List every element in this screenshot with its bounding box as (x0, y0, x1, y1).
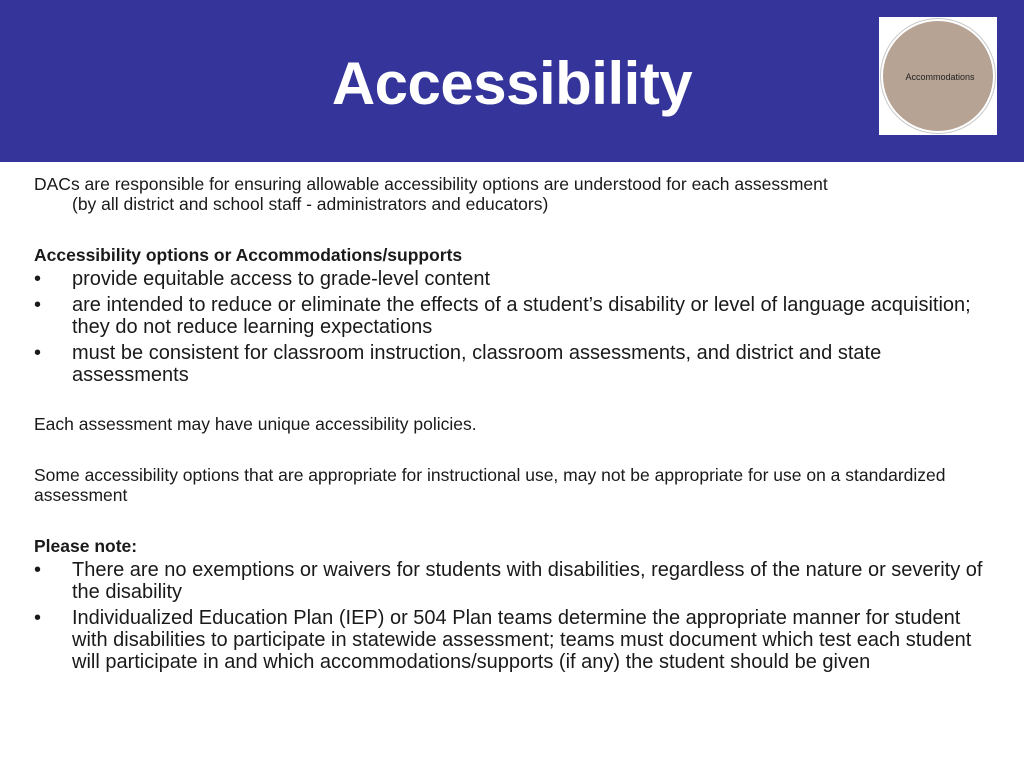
slide-content (34, 174, 994, 677)
intro-paragraph (34, 174, 994, 214)
instructional-use-paragraph: Some accessibility options that are appropriate for instructional use, may not be appropriate for use on a standardized assessment (34, 465, 946, 505)
please-note-list (34, 559, 994, 673)
page-title: Accessibility (331, 50, 693, 117)
list-item (34, 559, 994, 603)
please-note-heading: Please note: (34, 536, 138, 556)
bullet-text: must be consistent for classroom instruction, classroom assessments, and district and state assessments (72, 342, 882, 386)
bullet-text: provide equitable access to grade-level content (72, 268, 491, 290)
list-item (34, 294, 994, 338)
bullet-icon: • (34, 294, 42, 316)
bullet-icon: • (34, 268, 42, 290)
policies-paragraph: Each assessment may have unique accessibility policies. (34, 414, 477, 434)
bullet-icon: • (34, 342, 42, 364)
bullet-text: Individualized Education Plan (IEP) or 504 Plan teams determine the appropriate manner for student with disabilities to participate in statewide assessment; teams must document which test each student will participate in and which accommodations/supports (if any) the student should be given (72, 607, 972, 673)
badge-circle-icon (881, 19, 995, 133)
accessibility-options-list (34, 268, 994, 386)
accommodations-badge (879, 17, 997, 135)
bullet-text: There are no exemptions or waivers for students with disabilities, regardless of the nature or severity of the disability (72, 559, 983, 603)
list-item (34, 268, 994, 290)
badge-label: Accommodations (905, 72, 975, 82)
list-item (34, 607, 994, 673)
header-banner (0, 0, 1024, 162)
bullet-icon: • (34, 559, 42, 581)
accessibility-options-heading: Accessibility options or Accommodations/supports (34, 245, 463, 265)
bullet-icon: • (34, 607, 42, 629)
intro-line-1: DACs are responsible for ensuring allowable accessibility options are understood for each assessment (34, 174, 828, 194)
list-item (34, 342, 994, 386)
intro-line-2: (by all district and school staff - administrators and educators) (72, 194, 549, 214)
bullet-text: are intended to reduce or eliminate the effects of a student’s disability or level of language acquisition; they do not reduce learning expectations (72, 294, 971, 338)
